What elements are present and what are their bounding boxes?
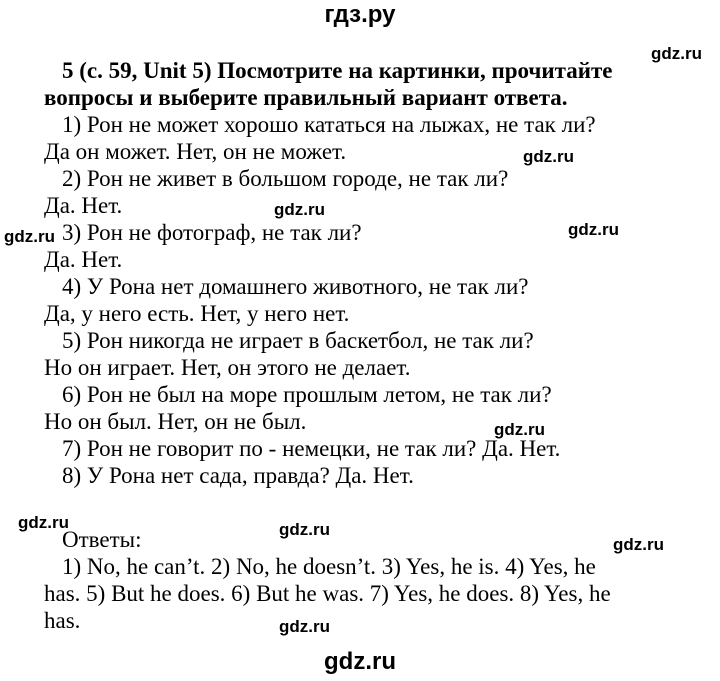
site-footer: gdz.ru <box>324 648 396 675</box>
options-1: Да он может. Нет, он не может. <box>44 139 347 164</box>
options-3: Да. Нет. <box>44 247 123 272</box>
question-2: 2) Рон не живет в большом городе, не так ли? <box>62 166 509 191</box>
watermark: gdz.ru <box>523 147 574 166</box>
watermark: gdz.ru <box>568 220 619 239</box>
options-2: Да. Нет. <box>44 193 123 218</box>
options-4: Да, у него есть. Нет, у него нет. <box>44 301 350 326</box>
watermark: gdz.ru <box>279 520 330 539</box>
question-1: 1) Рон не может хорошо кататься на лыжах, не так ли? <box>62 112 596 137</box>
watermark: gdz.ru <box>274 200 325 219</box>
answers-line-3: has. <box>44 608 81 633</box>
question-3: 3) Рон не фотограф, не так ли? <box>62 220 362 245</box>
options-6: Но он был. Нет, он не был. <box>44 409 307 434</box>
watermark: gdz.ru <box>651 44 702 63</box>
question-4: 4) У Рона нет домашнего животного, не так ли? <box>62 274 529 299</box>
question-5: 5) Рон никогда не играет в баскетбол, не так ли? <box>62 328 534 353</box>
watermark: gdz.ru <box>279 617 330 636</box>
site-header: гдз.ру <box>324 1 396 28</box>
answers-line-2: has. 5) But he does. 6) But he was. 7) Yes, he does. 8) Yes, he <box>44 581 611 606</box>
question-8: 8) У Рона нет сада, правда? Да. Нет. <box>62 463 414 488</box>
task-title-line-1: 5 (с. 59, Unit 5) Посмотрите на картинки, прочитайте <box>62 58 613 83</box>
watermark: gdz.ru <box>613 535 664 554</box>
question-7: 7) Рон не говорит по - немецки, не так ли? Да. Нет. <box>62 436 561 461</box>
answers-line-1: 1) No, he can’t. 2) No, he doesn’t. 3) Yes, he is. 4) Yes, he <box>62 554 596 579</box>
answers-label: Ответы: <box>62 527 142 552</box>
task-title-line-2: вопросы и выберите правильный вариант ответа. <box>44 85 568 110</box>
watermark: gdz.ru <box>18 513 69 532</box>
question-6: 6) Рон не был на море прошлым летом, не так ли? <box>62 382 552 407</box>
watermark: gdz.ru <box>494 420 545 439</box>
options-5: Но он играет. Нет, он этого не делает. <box>44 355 411 380</box>
watermark: gdz.ru <box>4 227 55 246</box>
